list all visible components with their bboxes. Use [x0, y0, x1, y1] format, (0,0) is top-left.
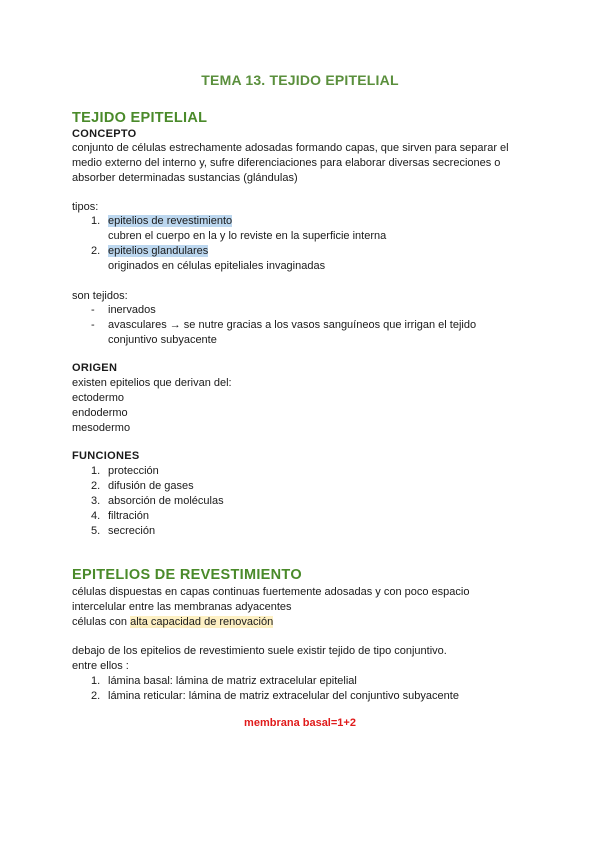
list-item	[108, 244, 208, 259]
list-number: 5.	[91, 525, 101, 537]
section2-line: intercelular entre las membranas adyacentes	[72, 601, 292, 613]
list-item: absorción de moléculas	[108, 495, 224, 507]
list-item	[108, 214, 232, 229]
origen-line: existen epitelios que derivan del:	[72, 377, 232, 389]
concepto-line: absorber determinadas sustancias (glándulas)	[72, 172, 298, 184]
list-number: 1.	[91, 215, 101, 227]
section-heading-tejido-epitelial: TEJIDO EPITELIAL	[72, 110, 208, 126]
list-bullet: -	[91, 319, 95, 331]
list-item: filtración	[108, 510, 149, 522]
list-number: 2.	[91, 245, 101, 257]
highlighted-text: epitelios de revestimiento	[108, 215, 233, 227]
list-item-cont: conjuntivo subyacente	[108, 334, 217, 346]
section2-line: células dispuestas en capas continuas fuertemente adosadas y con poco espacio	[72, 586, 470, 598]
list-number: 1.	[91, 675, 101, 687]
list-number: 2.	[91, 690, 101, 702]
list-item-desc: cubren el cuerpo en la y lo reviste en la superficie interna	[108, 230, 387, 242]
concepto-line: medio externo del interno y, sufre diferenciaciones para elaborar diversas secreciones o	[72, 157, 501, 169]
origen-line: ectodermo	[72, 392, 124, 404]
list-number: 1.	[91, 465, 101, 477]
list-bullet: -	[91, 304, 95, 316]
debajo-line: debajo de los epitelios de revestimiento suele existir tejido de tipo conjuntivo.	[72, 645, 447, 657]
highlighted-text: epitelios glandulares	[108, 245, 209, 257]
list-item: protección	[108, 465, 159, 477]
list-number: 3.	[91, 495, 101, 507]
list-item-desc: originados en células epiteliales invaginadas	[108, 260, 326, 272]
list-number: 2.	[91, 480, 101, 492]
tipos-label: tipos:	[72, 201, 99, 213]
entre-ellos-line: entre ellos :	[72, 660, 129, 672]
list-number: 4.	[91, 510, 101, 522]
list-item: inervados	[108, 304, 156, 316]
highlighted-text: alta capacidad de renovación	[130, 616, 274, 628]
subheading-origen: ORIGEN	[72, 362, 118, 374]
page-title: TEMA 13. TEJIDO EPITELIAL	[201, 72, 399, 88]
renovacion-prefix: células con	[72, 616, 131, 628]
concepto-line: conjunto de células estrechamente adosadas formando capas, que sirven para separar el	[72, 142, 509, 154]
origen-line: mesodermo	[72, 422, 131, 434]
list-item: secreción	[108, 525, 156, 537]
origen-line: endodermo	[72, 407, 128, 419]
list-item: lámina basal: lámina de matriz extracelular epitelial	[108, 675, 357, 687]
list-item: lámina reticular: lámina de matriz extracelular del conjuntivo subyacente	[108, 690, 459, 702]
list-item: difusión de gases	[108, 480, 194, 492]
subheading-concepto: CONCEPTO	[72, 128, 137, 140]
subheading-funciones: FUNCIONES	[72, 450, 140, 462]
list-item: avasculares → se nutre gracias a los vasos sanguíneos que irrigan el tejido	[108, 319, 477, 331]
renovacion-line	[72, 615, 273, 630]
son-tejidos-label: son tejidos:	[72, 290, 128, 302]
membrana-basal-note: membrana basal=1+2	[244, 717, 356, 729]
section-heading-epitelios-revestimiento: EPITELIOS DE REVESTIMIENTO	[72, 567, 302, 583]
